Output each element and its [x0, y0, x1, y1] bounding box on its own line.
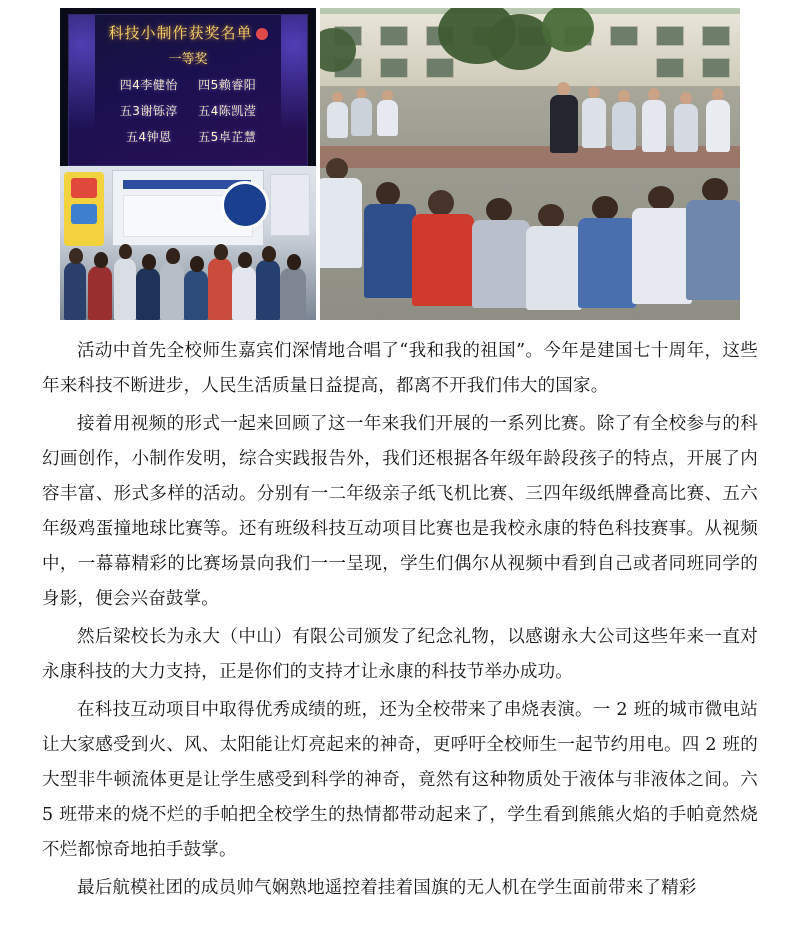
paragraph: 最后航模社团的成员帅气娴熟地遥控着挂着国旗的无人机在学生面前带来了精彩 [77, 878, 697, 898]
award-row [69, 102, 307, 119]
person-body [612, 102, 636, 150]
person-head [190, 256, 204, 272]
person-body [280, 268, 306, 320]
person-body [526, 226, 582, 310]
person-head [648, 186, 674, 210]
photo-strip [60, 8, 740, 320]
award-name: 四5赖睿阳 [198, 78, 257, 92]
person-body [184, 270, 208, 320]
person-head [486, 198, 512, 222]
school-emblem-icon [221, 181, 269, 229]
person-head [702, 178, 728, 202]
person-body [686, 200, 740, 300]
person-body [550, 95, 578, 153]
award-screen-subtitle: 一等奖 [168, 52, 208, 67]
person-body [412, 214, 474, 306]
person-body [364, 204, 416, 298]
person-body [578, 218, 636, 308]
tree [320, 28, 356, 72]
person-head [538, 204, 564, 228]
person-head [238, 252, 252, 268]
playground-activity-photo [320, 8, 740, 320]
student-crowd [60, 228, 316, 320]
paragraph: 活动中首先全校师生嘉宾们深情地合唱了“我和我的祖国”。今年是建国七十周年，这些年来科技不断进步，人民生活质量日益提高，都离不开我们伟大的国家。 [42, 341, 758, 396]
award-row [69, 128, 307, 145]
decoration-square [71, 178, 97, 198]
person-body [256, 260, 280, 320]
person-head [214, 244, 228, 260]
person-head [428, 190, 454, 216]
person-body [674, 104, 698, 152]
person-body [88, 266, 112, 320]
award-name: 五3谢铄淳 [119, 104, 178, 118]
award-screen-title-text: 科技小制作获奖名单 [108, 24, 253, 42]
decoration-square [71, 204, 97, 224]
person-body [136, 268, 160, 320]
award-name: 五5卓芷慧 [198, 130, 257, 144]
award-name: 五4钟恩 [126, 130, 172, 144]
wall-decoration-right [270, 174, 310, 236]
person-head [94, 252, 108, 268]
person-body [706, 100, 730, 152]
person-head [166, 248, 180, 264]
person-head [287, 254, 301, 270]
star-badge-icon [256, 28, 268, 40]
award-name: 五4陈凯滢 [198, 104, 257, 118]
person-body [232, 266, 256, 320]
person-body [320, 178, 362, 268]
person-body [160, 262, 184, 320]
award-ceremony-photo [60, 8, 316, 320]
person-body [64, 262, 86, 320]
person-body [208, 258, 232, 320]
person-body [327, 102, 348, 138]
person-head [376, 182, 400, 206]
person-body [642, 100, 666, 152]
award-row [69, 76, 307, 93]
playground-ground [320, 86, 740, 320]
person-body [582, 98, 606, 148]
person-head [326, 158, 348, 180]
person-body [377, 100, 398, 136]
person-body [472, 220, 530, 308]
stage-area [60, 166, 316, 320]
paragraph: 接着用视频的形式一起来回顾了这一年来我们开展的一系列比赛。除了有全校参与的科幻画创作，小制作发明，综合实践报告外，我们还根据各年级年龄段孩子的特点，开展了内容丰富、形式多样的活动。分别有一二年级亲子纸飞机比赛、三四年级纸牌叠高比赛、五六年级鸡蛋撞地球比赛等。还有班级科技互动项目比赛也是我校永康的特色科技赛事。从视频中，一幕幕精彩的比赛场景向我们一一呈现，学生们偶尔从视频中看到自己或者同班同学的身影，便会兴奋鼓掌。 [42, 414, 758, 609]
award-name: 四4李健怡 [119, 78, 178, 92]
person-head [557, 82, 570, 96]
person-body [351, 98, 372, 136]
person-body [632, 208, 692, 304]
tree [542, 8, 594, 52]
person-head [262, 246, 276, 262]
person-head [69, 248, 83, 264]
award-list-screen [68, 14, 308, 166]
person-head [592, 196, 618, 220]
award-screen-title [69, 22, 307, 43]
person-head [119, 244, 132, 259]
person-body [114, 258, 136, 320]
paragraph: 在科技互动项目中取得优秀成绩的班，还为全校带来了串烧表演。一 2 班的城市微电站让大家感受到火、风、太阳能让灯亮起来的神奇，更呼吁全校师生一起节约用电。四 2 班的大型非牛顿流体更是让学生感受到科学的神奇，竟然有这种物质处于液体与非液体之间。六 5 班带来的烧不烂的手帕把全校学生的热情都带动起来了，学生看到熊熊火焰的手帕竟然烧不烂都惊奇地拍手鼓掌。 [42, 700, 758, 860]
person-head [142, 254, 156, 270]
article-body [42, 334, 758, 909]
paragraph: 然后梁校长为永大（中山）有限公司颁发了纪念礼物，以感谢永大公司这些年来一直对永康科技的大力支持，正是你们的支持才让永康的科技节举办成功。 [42, 627, 758, 682]
